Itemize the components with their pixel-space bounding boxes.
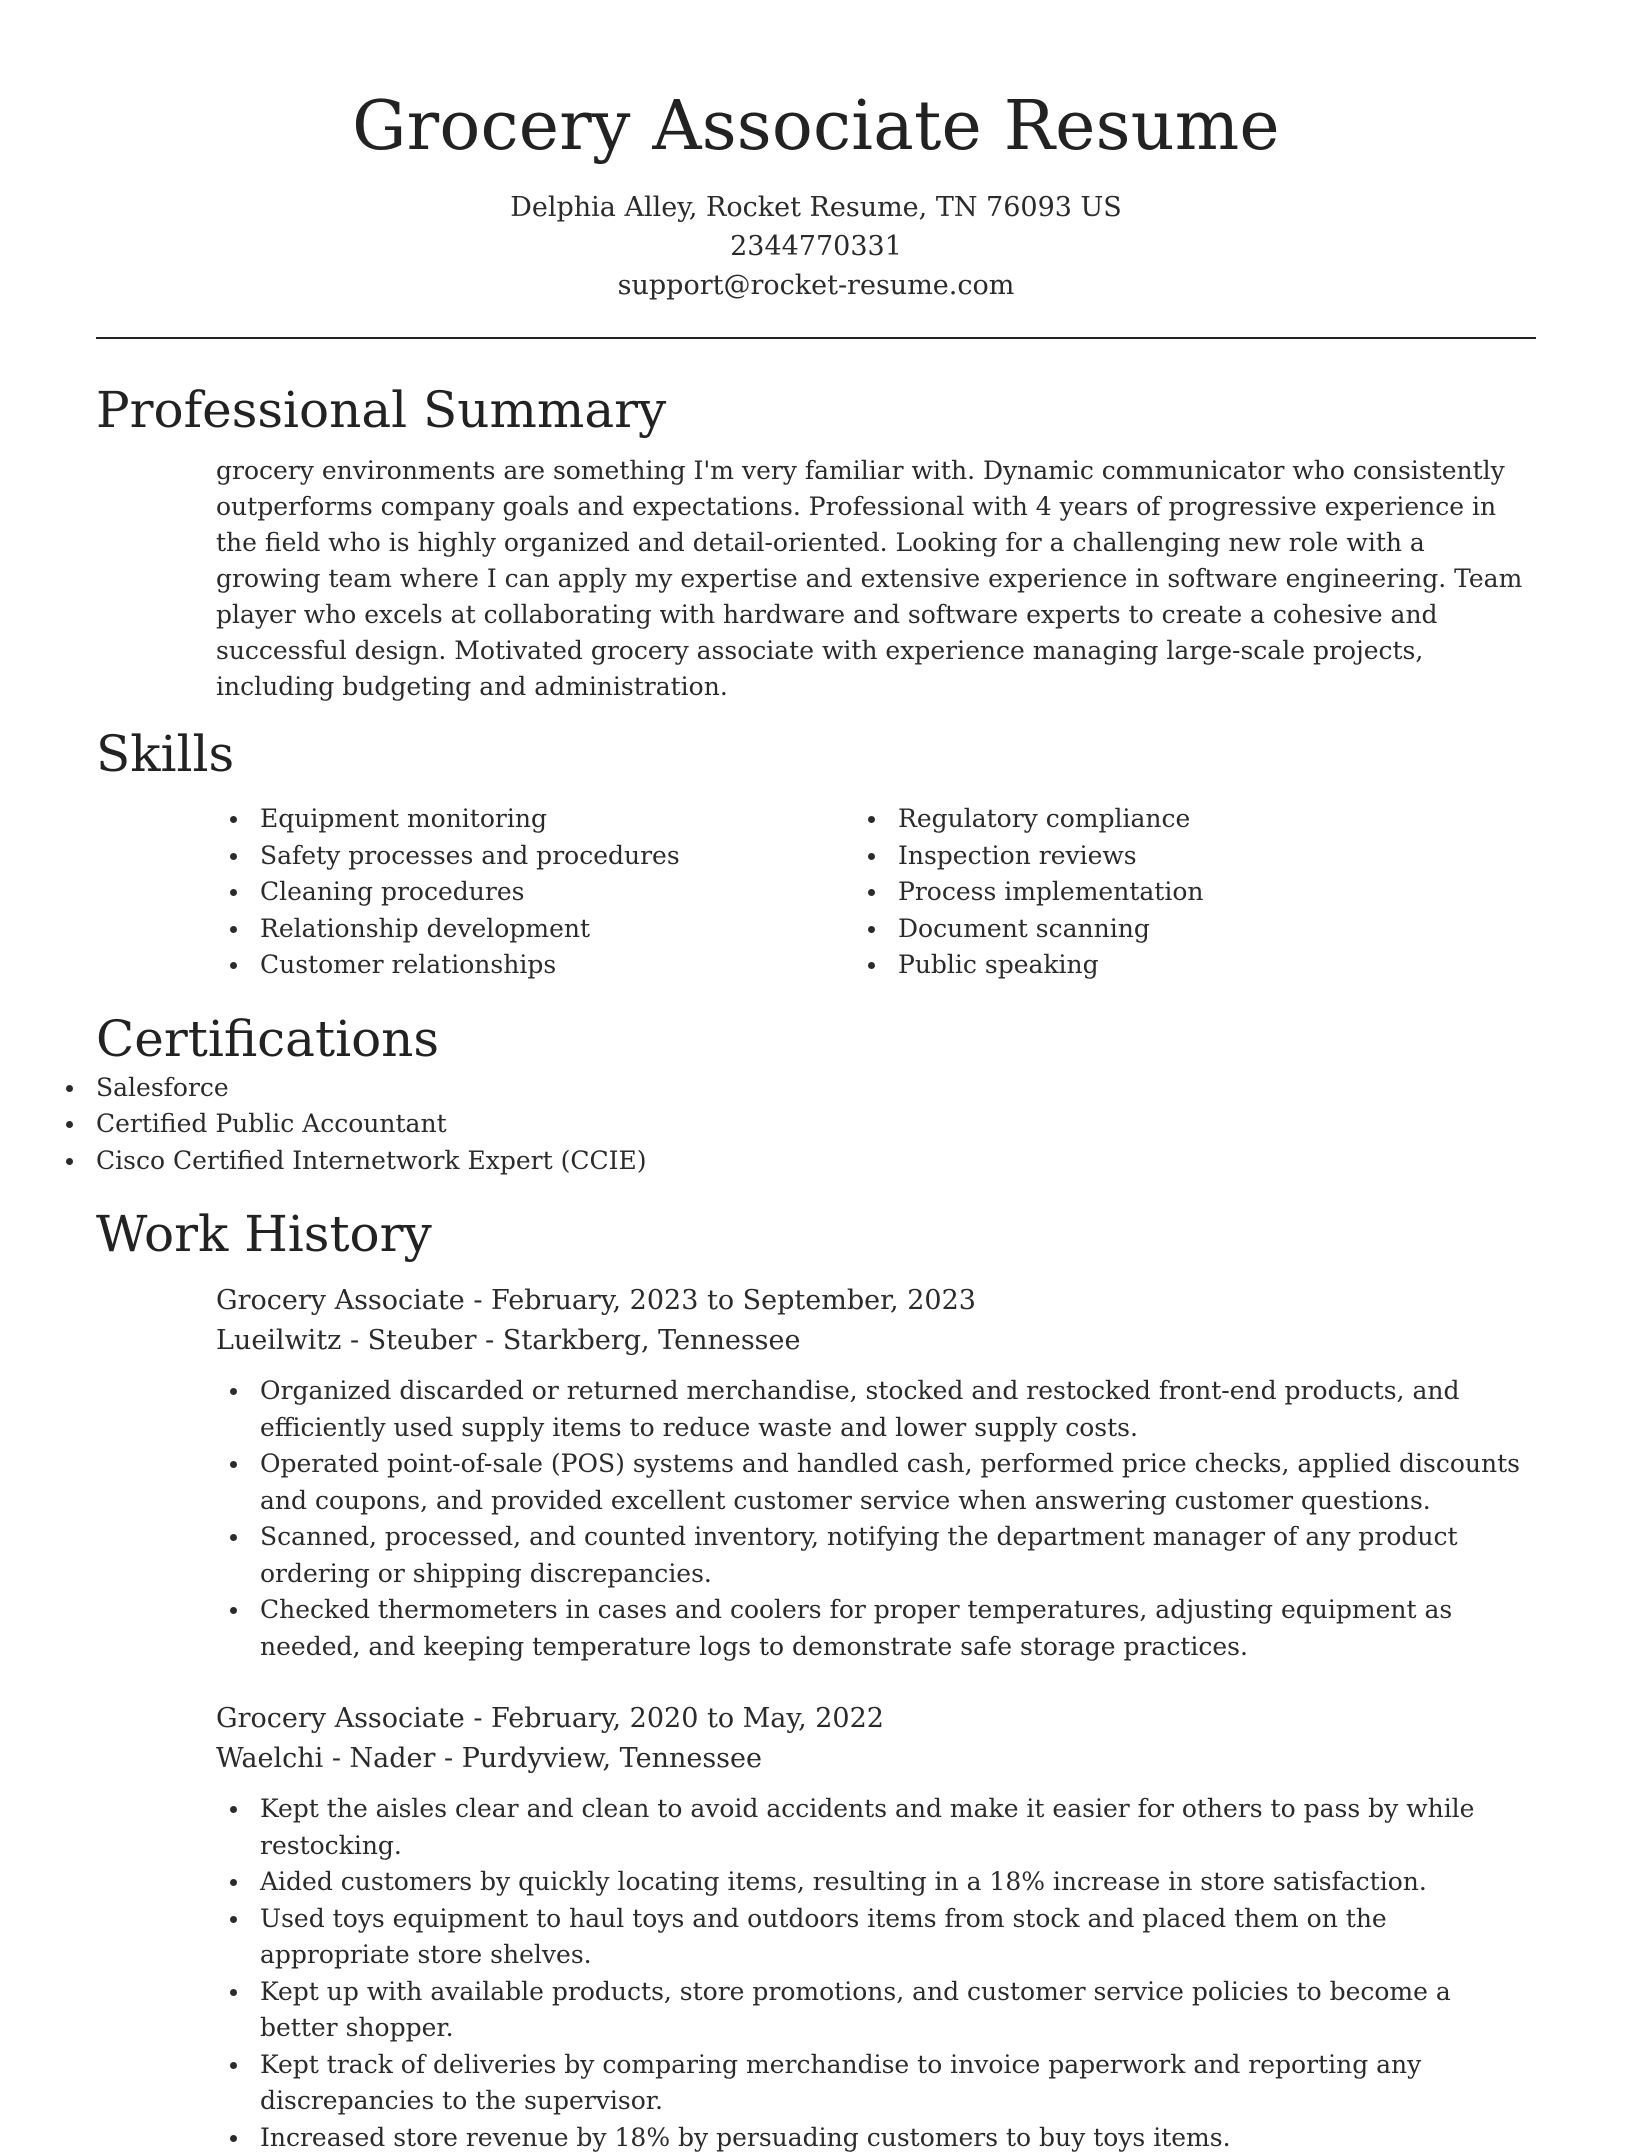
contact-block <box>96 188 1536 305</box>
skill-item: Customer relationships <box>260 947 898 984</box>
duty-item: Operated point-of-sale (POS) systems and handled cash, performed price checks, applied discounts and coupons, and provided excellent customer service when answering customer questions. <box>260 1446 1536 1519</box>
skills-column-right <box>898 801 1536 984</box>
duty-item: Organized discarded or returned merchandise, stocked and restocked front-end products, and efficiently used supply items to reduce waste and lower supply costs. <box>260 1373 1536 1446</box>
job-dates: - February, 2020 to May, 2022 <box>465 1703 884 1734</box>
skill-item: Regulatory compliance <box>898 801 1536 838</box>
certification-item: Cisco Certified Internetwork Expert (CCIE) <box>96 1143 1536 1180</box>
resume-title: Grocery Associate Resume <box>96 84 1536 170</box>
skill-item: Cleaning procedures <box>260 874 898 911</box>
skill-item: Inspection reviews <box>898 838 1536 875</box>
skills-list <box>260 801 1536 984</box>
contact-address: Delphia Alley, Rocket Resume, TN 76093 US <box>96 188 1536 227</box>
duty-item: Kept up with available products, store promotions, and customer service policies to become a better shopper. <box>260 1974 1536 2047</box>
duty-item: Kept track of deliveries by comparing merchandise to invoice paperwork and reporting any discrepancies to the supervisor. <box>260 2047 1536 2120</box>
contact-email: support@rocket-resume.com <box>96 266 1536 305</box>
duty-item: Checked thermometers in cases and coolers for proper temperatures, adjusting equipment as needed, and keeping temperature logs to demonstrate safe storage practices. <box>260 1592 1536 1665</box>
certification-item: Certified Public Accountant <box>96 1106 1536 1143</box>
job-company-line <box>216 1739 1536 1779</box>
job-location: - Purdyview, Tennessee <box>435 1743 762 1774</box>
skills-heading: Skills <box>96 723 1536 785</box>
skill-item: Public speaking <box>898 947 1536 984</box>
job-location: - Starkberg, Tennessee <box>477 1325 801 1356</box>
job-title-line <box>216 1281 1536 1321</box>
job-entry <box>216 1281 1536 1665</box>
job-entry <box>216 1699 1536 2156</box>
skill-item: Relationship development <box>260 911 898 948</box>
skill-item: Document scanning <box>898 911 1536 948</box>
work-history-heading: Work History <box>96 1203 1536 1265</box>
job-dates: - February, 2023 to September, 2023 <box>465 1285 976 1316</box>
job-title: Grocery Associate <box>216 1285 465 1316</box>
duty-item: Aided customers by quickly locating items, resulting in a 18% increase in store satisfaction. <box>260 1864 1536 1901</box>
job-company: Waelchi - Nader <box>216 1743 435 1774</box>
contact-phone: 2344770331 <box>96 227 1536 266</box>
skill-item: Process implementation <box>898 874 1536 911</box>
duty-item: Increased store revenue by 18% by persuading customers to buy toys items. <box>260 2120 1536 2156</box>
duty-item: Used toys equipment to haul toys and outdoors items from stock and placed them on the appropriate store shelves. <box>260 1901 1536 1974</box>
certifications-list <box>96 1070 1536 1180</box>
duty-item: Kept the aisles clear and clean to avoid accidents and make it easier for others to pass by while restocking. <box>260 1791 1536 1864</box>
header-divider <box>96 337 1536 339</box>
job-company-line <box>216 1321 1536 1361</box>
certifications-heading: Certifications <box>96 1008 1536 1070</box>
summary-text: grocery environments are something I'm very familiar with. Dynamic communicator who consistently outperforms company goals and expectations. Professional with 4 years of progressive experience in the field who is highly organized and detail-oriented. Looking for a challenging new role with a growing team where I can apply my expertise and extensive experience in software engineering. Team player who excels at collaborating with hardware and software experts to create a cohesive and successful design. Motivated grocery associate with experience managing large-scale projects, including budgeting and administration. <box>216 453 1536 705</box>
job-title-line <box>216 1699 1536 1739</box>
certification-item: Salesforce <box>96 1070 1536 1107</box>
summary-heading: Professional Summary <box>96 379 1536 441</box>
skill-item: Equipment monitoring <box>260 801 898 838</box>
skill-item: Safety processes and procedures <box>260 838 898 875</box>
skills-column-left <box>260 801 898 984</box>
job-duties <box>260 1791 1536 2156</box>
job-title: Grocery Associate <box>216 1703 465 1734</box>
duty-item: Scanned, processed, and counted inventory, notifying the department manager of any product ordering or shipping discrepancies. <box>260 1519 1536 1592</box>
job-company: Lueilwitz - Steuber <box>216 1325 477 1356</box>
job-duties <box>260 1373 1536 1665</box>
